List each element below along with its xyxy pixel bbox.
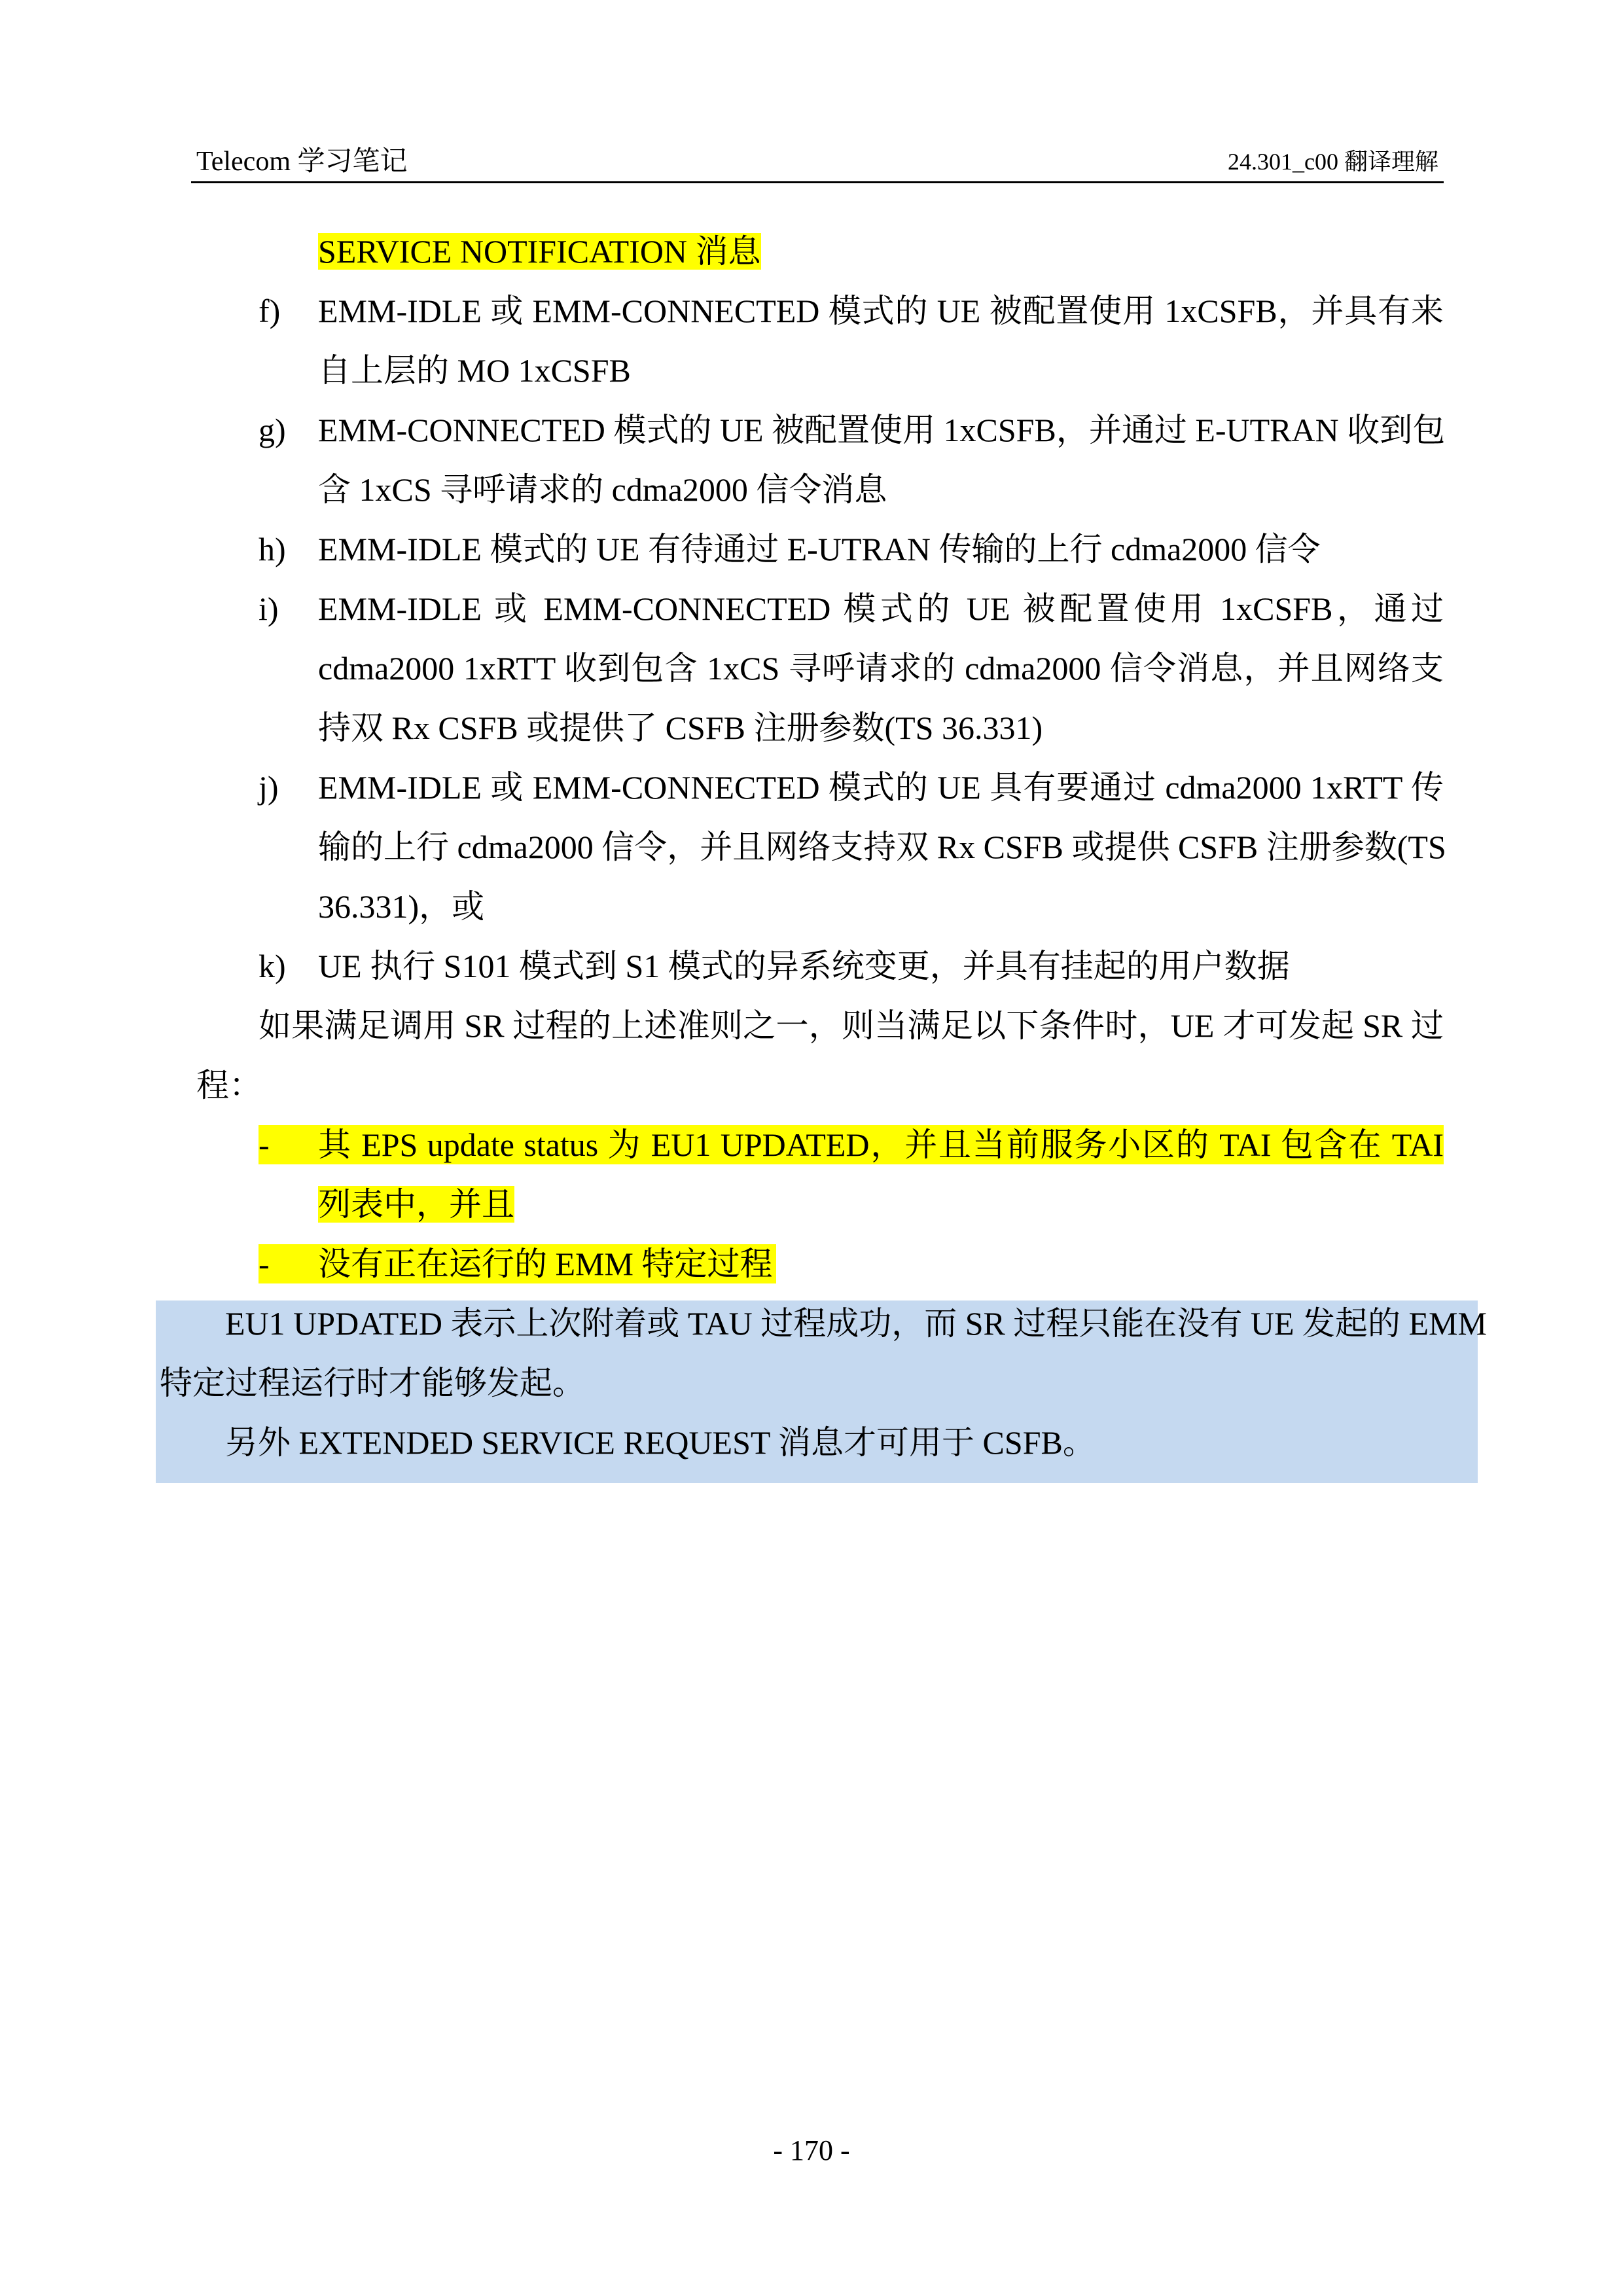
item-label-f: f) <box>259 293 281 329</box>
item-h-line-1: EMM-IDLE 模式的 UE 有待通过 E-UTRAN 传输的上行 cdma2000 信令 <box>318 531 1321 567</box>
note-line-2: 特定过程运行时才能够发起。 <box>160 1365 585 1401</box>
item-j-line-3: 36.331)，或 <box>318 888 485 925</box>
item-f-line-1: EMM-IDLE 或 EMM-CONNECTED 模式的 UE 被配置使用 1xCSFB，并具有来 <box>318 293 1444 329</box>
item-label-h: h) <box>259 531 286 567</box>
paragraph-line-2: 程： <box>196 1067 262 1103</box>
item-i-line-3: 持双 Rx CSFB 或提供了 CSFB 注册参数(TS 36.331) <box>318 709 1043 746</box>
item-label-i: i) <box>259 590 279 627</box>
item-f-line-2: 自上层的 MO 1xCSFB <box>318 352 631 389</box>
condition-1-bullet: - <box>259 1126 270 1163</box>
header-title: Telecom 学习笔记 <box>196 147 408 177</box>
item-i-line-2: cdma2000 1xRTT 收到包含 1xCS 寻呼请求的 cdma2000 信令消息，并且网络支 <box>318 650 1444 687</box>
condition-1-line-2: 列表中，并且 <box>318 1186 514 1223</box>
item-label-g: g) <box>259 412 286 448</box>
condition-2-line-1: 没有正在运行的 EMM 特定过程 <box>318 1246 773 1282</box>
note-line-1: EU1 UPDATED 表示上次附着或 TAU 过程成功，而 SR 过程只能在没有 UE 发起的 EMM <box>225 1305 1487 1342</box>
item-j-line-1: EMM-IDLE 或 EMM-CONNECTED 模式的 UE 具有要通过 cdma2000 1xRTT 传 <box>318 769 1444 806</box>
item-g-line-2: 含 1xCS 寻呼请求的 cdma2000 信令消息 <box>318 471 887 508</box>
paragraph-line-1: 如果满足调用 SR 过程的上述准则之一，则当满足以下条件时，UE 才可发起 SR 过 <box>259 1007 1444 1044</box>
item-label-k: k) <box>259 948 286 984</box>
item-i-line-1: EMM-IDLE 或 EMM-CONNECTED 模式的 UE 被配置使用 1xCSFB，通过 <box>318 590 1444 627</box>
item-j-line-2: 输的上行 cdma2000 信令，并且网络支持双 Rx CSFB 或提供 CSFB 注册参数(TS <box>318 829 1446 865</box>
page-number: - 170 - <box>773 2134 850 2166</box>
item-k-line-1: UE 执行 S101 模式到 S1 模式的异系统变更，并具有挂起的用户数据 <box>318 948 1290 984</box>
continuation-line: SERVICE NOTIFICATION 消息 <box>318 233 761 270</box>
header-doc-ref: 24.301_c00 翻译理解 <box>1228 149 1438 175</box>
item-label-j: j) <box>259 769 279 806</box>
condition-1-line-2-wrap <box>318 1185 514 1224</box>
page-header <box>191 134 1444 183</box>
note-line-3: 另外 EXTENDED SERVICE REQUEST 消息才可用于 CSFB。 <box>225 1424 1096 1461</box>
condition-2-bullet: - <box>259 1246 270 1282</box>
item-g-line-1: EMM-CONNECTED 模式的 UE 被配置使用 1xCSFB，并通过 E-UTRAN 收到包 <box>318 412 1446 448</box>
condition-1-line-1: 其 EPS update status 为 EU1 UPDATED，并且当前服务小区的 TAI 包含在 TAI <box>318 1126 1444 1163</box>
